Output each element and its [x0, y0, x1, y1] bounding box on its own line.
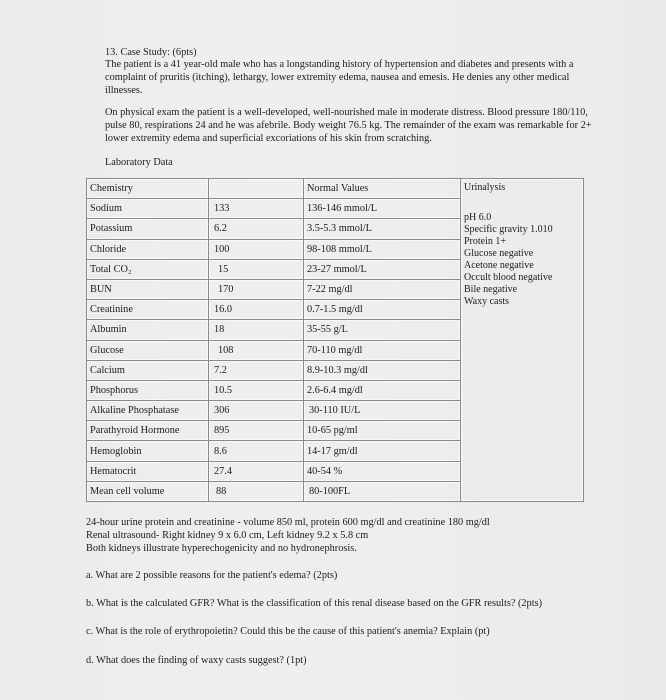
table-header-row: [87, 179, 584, 199]
normal-range: 7-22 mg/dl: [304, 279, 461, 299]
test-name: Sodium: [87, 199, 209, 219]
question-a: a. What are 2 possible reasons for the patient's edema? (2pts): [86, 570, 338, 581]
test-name: Total CO₂: [87, 259, 209, 279]
header-chemistry: Chemistry: [87, 179, 209, 199]
test-name: Albumin: [87, 320, 209, 340]
test-value: 170: [209, 279, 304, 299]
normal-range: 0.7-1.5 mg/dl: [304, 300, 461, 320]
test-name: Calcium: [87, 360, 209, 380]
test-value: 306: [209, 401, 304, 421]
urinalysis-item: Bile negative: [464, 284, 518, 295]
lab-data-table: [86, 178, 584, 502]
test-value: 10.5: [209, 380, 304, 400]
normal-range: 2.6-6.4 mg/dl: [304, 380, 461, 400]
case-intro-paragraph: The patient is a 41 year-old male who has a longstanding history of hypertension and diabetes and presents with a complaint of pruritis (itching), lethargy, lower extremity edema, nausea and emesis. He denies any other medical illnesses.: [105, 59, 574, 96]
urinalysis-item: Specific gravity 1.010: [464, 224, 553, 235]
header-urinalysis: Urinalysis: [464, 182, 506, 193]
case-title: 13. Case Study: (6pts): [105, 47, 197, 58]
test-value: 895: [209, 421, 304, 441]
normal-range: 8.9-10.3 mg/dl: [304, 360, 461, 380]
test-value: 6.2: [209, 219, 304, 239]
test-value: 108: [209, 340, 304, 360]
normal-range: 98-108 mmol/L: [304, 239, 461, 259]
test-name: Phosphorus: [87, 380, 209, 400]
lab-data-heading: Laboratory Data: [105, 157, 173, 168]
renal-ultrasound-line: Renal ultrasound- Right kidney 9 x 6.0 cm, Left kidney 9.2 x 5.8 cm: [86, 530, 369, 541]
normal-range: 3.5-5.3 mmol/L: [304, 219, 461, 239]
urine-protein-line: 24-hour urine protein and creatinine - volume 850 ml, protein 600 mg/dl and creatinine 180 mg/dl: [86, 517, 490, 528]
urinalysis-cell: [461, 179, 584, 502]
normal-range: 40-54 %: [304, 461, 461, 481]
test-name: Potassium: [87, 219, 209, 239]
normal-range: 70-110 mg/dl: [304, 340, 461, 360]
test-name: Hematocrit: [87, 461, 209, 481]
test-name: Parathyroid Hormone: [87, 421, 209, 441]
header-normal-values: Normal Values: [304, 179, 461, 199]
question-b: b. What is the calculated GFR? What is the classification of this renal disease based on the GFR results? (2pts): [86, 598, 543, 609]
test-value: 18: [209, 320, 304, 340]
normal-range: 23-27 mmol/L: [304, 259, 461, 279]
test-name: Hemoglobin: [87, 441, 209, 461]
test-name: Alkaline Phosphatase: [87, 401, 209, 421]
test-value: 88: [209, 481, 304, 501]
test-value: 7.2: [209, 360, 304, 380]
urinalysis-item: Occult blood negative: [464, 272, 553, 283]
normal-range: 10-65 pg/ml: [304, 421, 461, 441]
test-value: 27.4: [209, 461, 304, 481]
test-value: 100: [209, 239, 304, 259]
normal-range: 136-146 mmol/L: [304, 199, 461, 219]
test-name: Mean cell volume: [87, 481, 209, 501]
test-value: 15: [209, 259, 304, 279]
physical-exam-paragraph: On physical exam the patient is a well-developed, well-nourished male in moderate distress. Blood pressure 180/110, pulse 80, respirations 24 and he was afebrile. Body weight 76.5 kg. The remainder of the exam was remarkable for 2+ lower extremity edema and superficial excoriations of his skin from scratching.: [105, 107, 592, 144]
question-d: d. What does the finding of waxy casts suggest? (1pt): [86, 655, 307, 666]
test-value: 133: [209, 199, 304, 219]
question-c: c. What is the role of erythropoietin? Could this be the cause of this patient's anemia? Explain (pt): [86, 626, 490, 637]
urinalysis-item: Protein 1+: [464, 236, 507, 247]
test-name: BUN: [87, 279, 209, 299]
urinalysis-item: Glucose negative: [464, 248, 534, 259]
test-name: Chloride: [87, 239, 209, 259]
test-name: Creatinine: [87, 300, 209, 320]
normal-range: 35-55 g/L: [304, 320, 461, 340]
kidney-echogenicity-line: Both kidneys illustrate hyperechogenicity and no hydronephrosis.: [86, 543, 357, 554]
urine-and-ultrasound-findings: [86, 516, 586, 555]
test-value: 8.6: [209, 441, 304, 461]
normal-range: 30-110 IU/L: [304, 401, 461, 421]
urinalysis-item: pH 6.0: [464, 212, 492, 223]
test-value: 16.0: [209, 300, 304, 320]
normal-range: 14-17 gm/dl: [304, 441, 461, 461]
urinalysis-item: Acetone negative: [464, 260, 534, 271]
urinalysis-item: Waxy casts: [464, 296, 510, 307]
normal-range: 80-100FL: [304, 481, 461, 501]
test-name: Glucose: [87, 340, 209, 360]
header-value: [209, 179, 304, 199]
